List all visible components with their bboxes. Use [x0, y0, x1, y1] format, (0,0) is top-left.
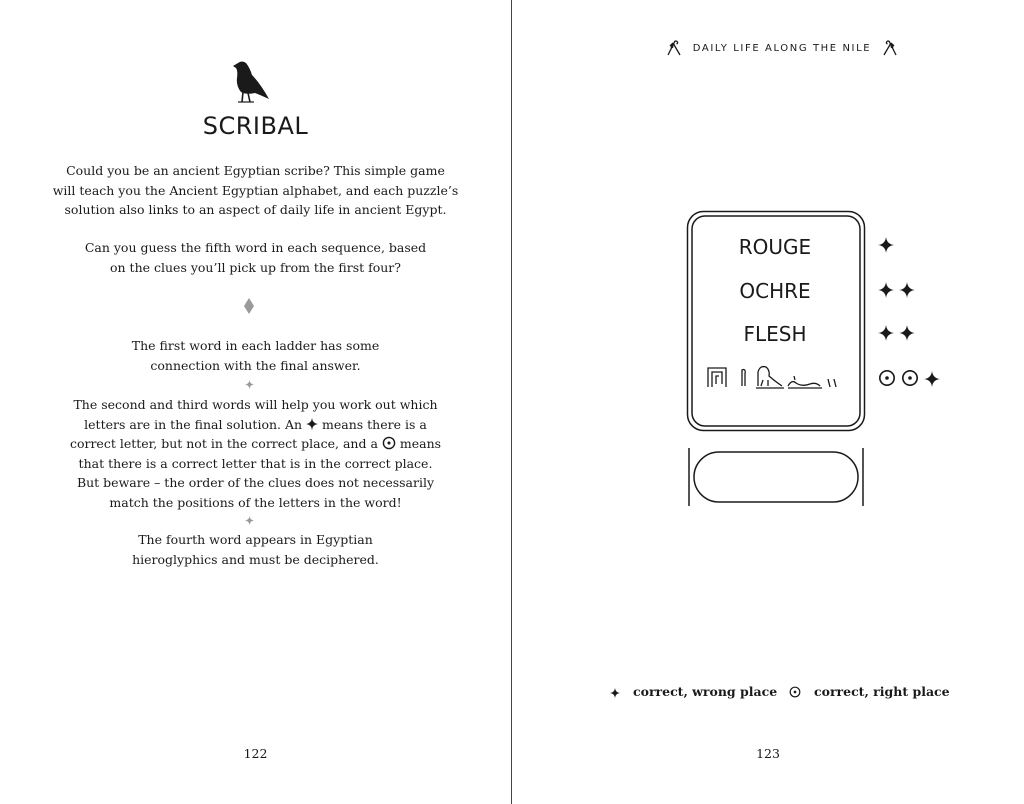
double-reed-glyph [828, 379, 836, 387]
four-point-star-icon [924, 371, 940, 387]
ladder-word-2: OCHRE [739, 279, 811, 303]
sparkle-separator-icon [245, 380, 254, 389]
crook-and-flail-icon [881, 40, 899, 56]
rule-first-word: The first word in each ladder has some connection with the final answer. [131, 338, 380, 373]
reed-mat-glyph [708, 368, 726, 387]
rule-hieroglyph-word: The fourth word appears in Egyptian hieroglyphics and must be deciphered. [132, 532, 379, 567]
page-number: 123 [756, 746, 780, 761]
circled-dot-icon [382, 436, 396, 450]
sparkle-separator-icon [245, 516, 254, 525]
diamond-ornament-icon [244, 298, 254, 314]
four-point-star-icon [899, 282, 915, 298]
ibis-bird-icon [226, 56, 272, 104]
ladder-word-1: ROUGE [738, 235, 812, 259]
four-point-star-icon [878, 282, 894, 298]
clue-row-2 [878, 282, 915, 302]
clue-row-1 [878, 237, 894, 257]
right-page [512, 0, 1024, 804]
four-point-star-icon [878, 325, 894, 341]
four-point-star-icon [610, 688, 620, 698]
four-point-star-icon [899, 325, 915, 341]
four-point-star-icon [878, 237, 894, 253]
hieroglyph-word [706, 362, 846, 390]
circled-dot-icon [789, 686, 801, 698]
horned-viper-glyph [788, 376, 822, 388]
question-paragraph: Can you guess the fifth word in each sequence, based on the clues you’ll pick up from the first four? [84, 240, 427, 275]
reed-leaf-glyph [742, 370, 745, 387]
ladder-word-3: FLESH [743, 322, 807, 346]
crook-and-flail-icon [665, 40, 683, 56]
legend-wrong-place: correct, wrong place [633, 684, 778, 699]
clue-row-3 [878, 325, 915, 345]
intro-paragraph: Could you be an ancient Egyptian scribe? This simple game will teach you the Ancient Egyptian alphabet, and each puzzle’s solution also links to an aspect of daily life in ancient Egypt. [52, 163, 459, 217]
clue-row-4 [878, 369, 940, 391]
legend-right-place: correct, right place [814, 684, 950, 699]
vulture-glyph [756, 367, 784, 388]
running-head [662, 40, 902, 56]
answer-cartouche [686, 444, 866, 510]
circled-dot-icon [901, 369, 919, 387]
left-page [0, 0, 511, 804]
rule-clue-words: The second and third words will help you work out which letters are in the final solution. An means there is a correct letter, but not in the correct place, and a means that there is a correct letter that is in the correct place. But beware – the order of the clues does not necessarily match the positions of the letters in the word! [69, 397, 442, 510]
page-number: 122 [243, 746, 268, 761]
circled-dot-icon [878, 369, 896, 387]
running-head-text: DAILY LIFE ALONG THE NILE [692, 42, 872, 54]
page-title: SCRIBAL [202, 112, 309, 140]
four-point-star-icon [306, 418, 318, 430]
